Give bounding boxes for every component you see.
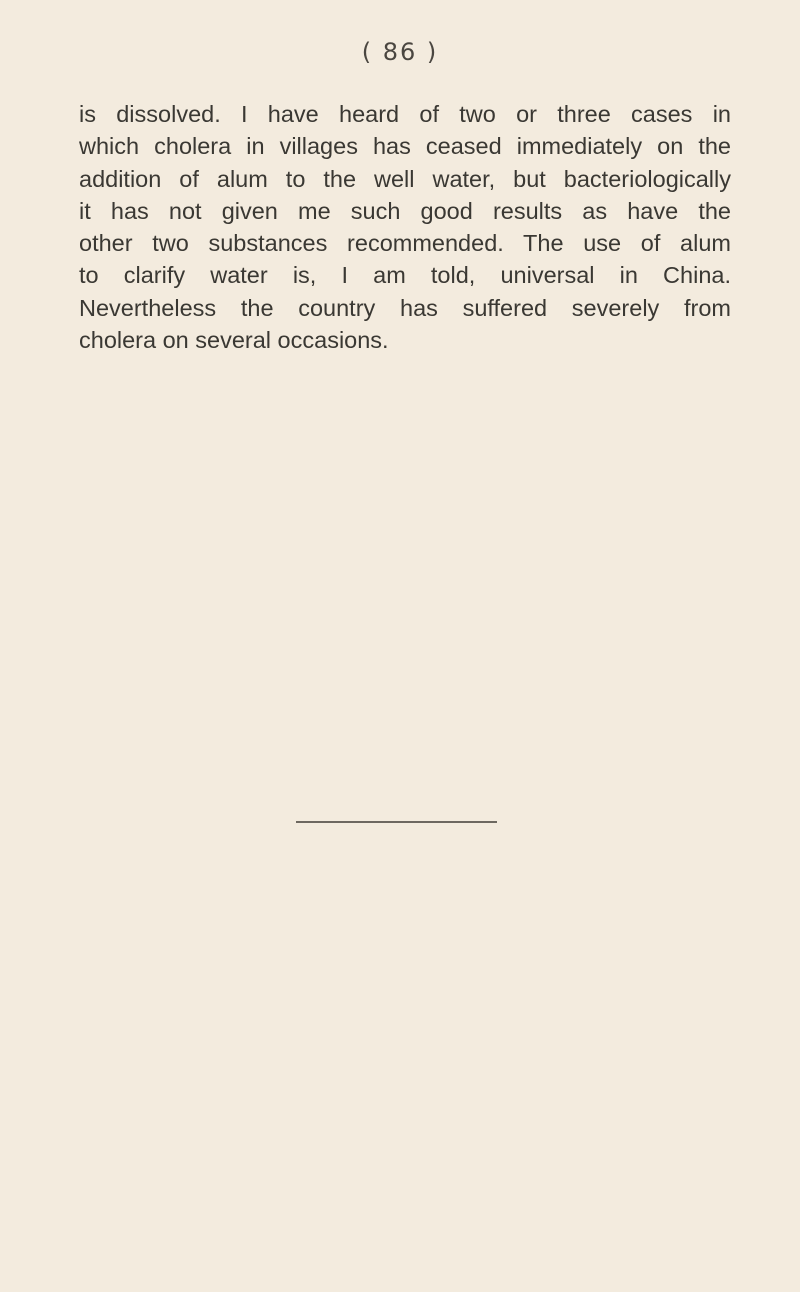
text-line: it has not given me such good results as have the: [79, 197, 731, 224]
text-line: to clarify water is, I am told, universal in China.: [79, 262, 731, 289]
text-line: cholera on several occasions.: [79, 327, 389, 354]
text-line: other two substances recommended. The use of alum: [79, 230, 731, 257]
page-number: ( 86 ): [361, 38, 439, 66]
section-divider: [296, 821, 497, 823]
text-line: Nevertheless the country has suffered severely from: [79, 294, 731, 321]
text-line: is dissolved. I have heard of two or three cases in: [79, 101, 731, 127]
body-paragraph: [79, 98, 731, 356]
text-line: addition of alum to the well water, but bacteriologically: [79, 165, 731, 192]
text-line: which cholera in villages has ceased immediately on the: [79, 133, 731, 160]
